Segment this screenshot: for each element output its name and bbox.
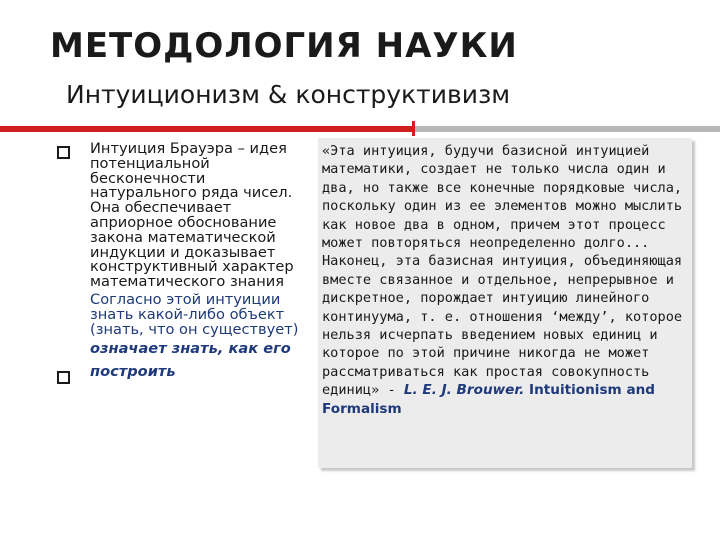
title-rule-red [0, 126, 412, 132]
bullet-text-2: Согласно этой интуиции знать какой-либо объект (знать, что он существует) [90, 290, 299, 338]
slide-title: МЕТОДОЛОГИЯ НАУКИ [50, 26, 518, 66]
bullet-emphasis: означает знать, как его построить [90, 340, 291, 381]
brouwer-quote [322, 142, 690, 418]
bullet-text-1: Интуиция Брауэра – идея потенциальной бесконечности натурального ряда чисел. Она обеспечивает априорное обоснование закона математической индукции и доказывает конструктивный характер математического знания [90, 140, 294, 291]
quote-author: L. E. J. Brouwer. [403, 382, 525, 399]
title-rule-tick [412, 121, 415, 136]
checkbox-bullet-icon [57, 146, 70, 159]
slide-subtitle: Интуиционизм & конструктивизм [66, 80, 511, 109]
quote-text: «Эта интуиция, будучи базисной интуицией математики, создает не только числа один и два, но также все конечные порядковые числа, поскольку один из ее элементов можно мыслить как новое два в одном, причем этот процесс может повторяться неопределенно долго... Наконец, эта базисная интуиция, объединяющая вместе связанное и отдельное, непрерывное и дискретное, порождает интуицию линейного континуума, т. е. отношения ‘между’, которое нельзя исчерпать введением новых единиц и которое по этой причине никогда не может рассматриваться как простая совокупность единиц» - [322, 143, 683, 399]
quote-work: Intuitionism and Formalism [322, 382, 656, 417]
bullet-list [90, 142, 310, 383]
checkbox-bullet-icon [57, 371, 70, 384]
